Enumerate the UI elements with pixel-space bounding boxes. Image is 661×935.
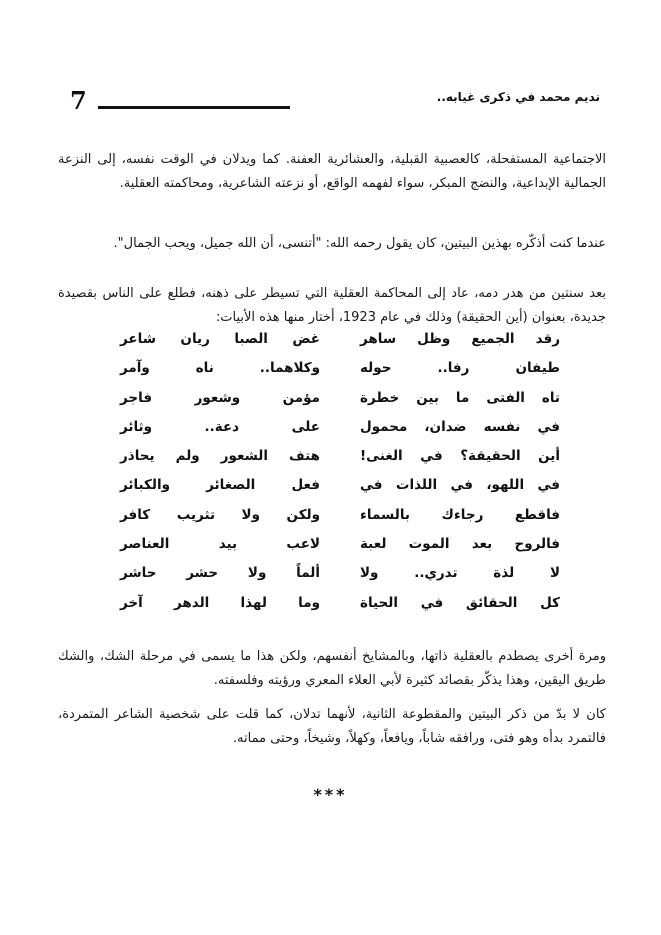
verse-first-hemistich: أين الحقيقة؟ في الغنى! — [360, 448, 560, 465]
verse-second-hemistich: وكلاهما.. ناه وآمر — [120, 360, 320, 377]
header-rule — [98, 106, 290, 109]
verse-first-hemistich: فالروح بعد الموت لعبة — [360, 536, 560, 553]
verse-second-hemistich: غض الصبا ريان شاعر — [120, 331, 320, 347]
poem — [120, 331, 560, 624]
section-separator: *** — [313, 785, 348, 804]
paragraph-4 — [58, 645, 606, 693]
page-number: 7 — [70, 86, 87, 115]
verse — [120, 331, 560, 360]
verse — [120, 448, 560, 477]
verse-first-hemistich: طيفان رفا.. حوله — [360, 360, 560, 377]
verse-first-hemistich: لا لذة تدري.. ولا — [360, 565, 560, 582]
verse-second-hemistich: فعل الصغائر والكبائر — [120, 477, 320, 494]
verse-first-hemistich: رقد الجميع وظل ساهر — [360, 331, 560, 347]
paragraph-5-text: كان لا بدّ من ذكر البيتين والمقطوعة الثانية، لأنهما تدلان، كما قلت على شخصية الشاعر المتمردة، فالتمرد بدأه وهو فتى، ورافقه شاباً، ويافعاً، وكهلاً، وشيخاً، وحتى مماته. — [58, 707, 606, 746]
verse-first-hemistich: في اللهو، في اللذات في — [360, 477, 560, 494]
verse — [120, 507, 560, 536]
paragraph-4-text: ومرة أخرى يصطدم بالعقلية ذاتها، وبالمشايخ أنفسهم، ولكن هذا ما يسمى في مرحلة الشك، والشك طريق اليقين، وهذا يذكّر بقصائد كثيرة لأبي العلاء المعري ورؤيته وفلسفته. — [58, 649, 606, 688]
verse-first-hemistich: في نفسه ضدان، محمول — [360, 418, 560, 435]
verse — [120, 565, 560, 594]
paragraph-5 — [58, 703, 606, 751]
verse-second-hemistich: ولكن ولا تثريب كافر — [120, 506, 320, 523]
verse-second-hemistich: على دعة.. وثائر — [120, 418, 320, 435]
verse — [120, 477, 560, 506]
verse-first-hemistich: كل الحقائق في الحياة — [360, 594, 560, 611]
verse — [120, 595, 560, 624]
verse — [120, 390, 560, 419]
verse-first-hemistich: فاقطع رجاءك بالسماء — [360, 506, 560, 523]
paragraph-2 — [58, 232, 606, 256]
verse — [120, 419, 560, 448]
paragraph-1 — [58, 148, 606, 196]
paragraph-2-text: عندما كنت أذكّره بهذين البيتين، كان يقول رحمه الله: "أتنسى، أن الله جميل، ويحب الجمال". — [113, 236, 606, 251]
verse-second-hemistich: وما لهذا الدهر آخر — [120, 594, 320, 611]
verse-second-hemistich: مؤمن وشعور فاجر — [120, 389, 320, 406]
paragraph-3-text: بعد سنتين من هدر دمه، عاد إلى المحاكمة العقلية التي تسيطر على ذهنه، فطلع على الناس بقصيدة جديدة، بعنوان (أين الحقيقة) وذلك في عام 1923، أختار منها هذه الأبيات: — [58, 286, 606, 325]
paragraph-3 — [58, 282, 606, 330]
verse — [120, 536, 560, 565]
verse-first-hemistich: تاه الفتى ما بين خطرة — [360, 389, 560, 406]
paragraph-1-text: الاجتماعية المستفحلة، كالعصبية القبلية، والعشائرية العفنة. كما ويدلان في الوقت نفسه، إلى النزعة الجمالية الإبداعية، والنضج المبكر، سواء لفهمه الواقع، أو نزعته الشاعرية، ومحاكمته العقلية. — [58, 152, 606, 191]
verse — [120, 360, 560, 389]
verse-second-hemistich: هتف الشعور ولم يحاذر — [120, 448, 320, 465]
verse-second-hemistich: ألماً ولا حشر حاشر — [120, 565, 320, 582]
verse-second-hemistich: لاعب بيد العناصر — [120, 536, 320, 553]
running-header-title: نديم محمد في ذكرى غيابه.. — [436, 90, 600, 104]
